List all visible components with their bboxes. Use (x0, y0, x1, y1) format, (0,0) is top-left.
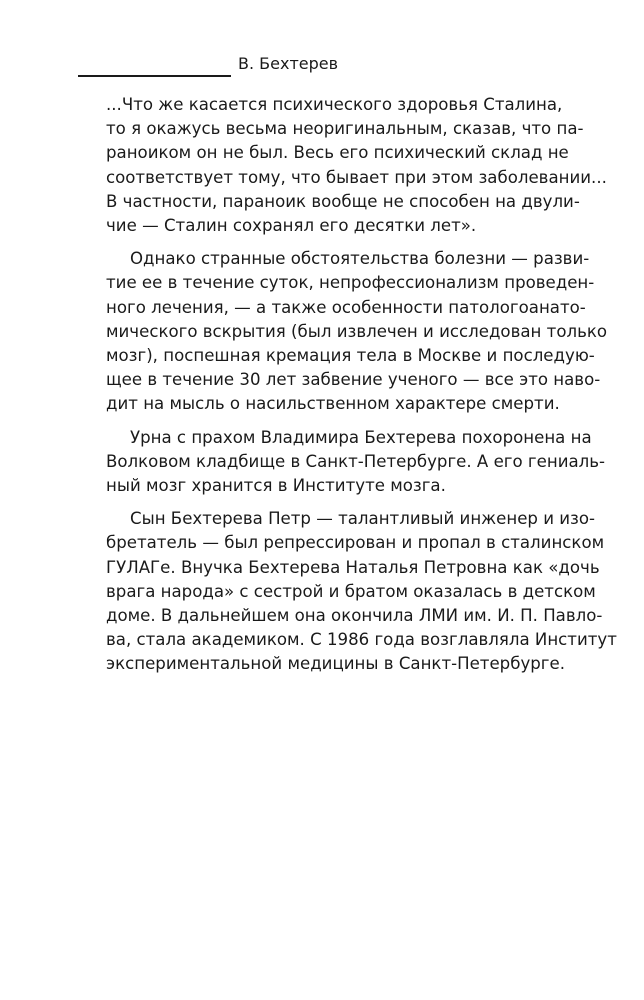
paragraph-3 (106, 426, 606, 499)
text-line: ного лечения, — а также особенности патологоанато- (106, 297, 586, 317)
header-author: В. Бехтерев (238, 54, 339, 73)
text-line: ГУЛАГе. Внучка Бехтерева Наталья Петровна как «дочь (106, 557, 600, 577)
text-line: то я окажусь весьма неоригинальным, сказав, что па- (106, 119, 584, 139)
text-line: Однако странные обстоятельства болезни — разви- (130, 249, 590, 269)
paragraph-2 (106, 247, 608, 416)
text-line: В частности, параноик вообще не способен на двули- (106, 191, 580, 211)
running-header (78, 49, 538, 79)
text-line: мического вскрытия (был извлечен и исследован только (106, 321, 608, 341)
text-line: щее в течение 30 лет забвение ученого — все это наво- (106, 370, 601, 390)
text-line: чие — Сталин сохранял его десятки лет». (106, 216, 477, 236)
text-line: ный мозг хранится в Институте мозга. (106, 476, 446, 496)
text-line: Волковом кладбище в Санкт-Петербурге. А его гениаль- (106, 451, 606, 471)
text-line: мозг), поспешная кремация тела в Москве и последую- (106, 346, 595, 366)
text-body (106, 93, 617, 686)
text-line: ...Что же касается психического здоровья Сталина, (106, 95, 563, 114)
header-rule (78, 75, 231, 77)
text-line: врага народа» с сестрой и братом оказалась в детском (106, 581, 596, 601)
paragraph-1 (106, 93, 607, 238)
text-line: доме. В дальнейшем она окончила ЛМИ им. И. П. Павло- (106, 606, 603, 626)
text-line: Сын Бехтерева Петр — талантливый инженер и изо- (130, 509, 596, 529)
text-line: соответствует тому, что бывает при этом заболевании... (106, 167, 607, 187)
text-line: ва, стала академиком. С 1986 года возглавляла Институт (106, 630, 617, 650)
text-line: раноиком он не был. Весь его психический склад не (106, 143, 569, 163)
text-line: Урна с прахом Владимира Бехтерева похоронена на (130, 427, 592, 447)
text-line: бретатель — был репрессирован и пропал в сталинском (106, 533, 605, 553)
text-line: тие ее в течение суток, непрофессионализм проведен- (106, 273, 595, 293)
text-line: дит на мысль о насильственном характере смерти. (106, 394, 560, 414)
paragraph-4 (106, 507, 617, 676)
text-line: экспериментальной медицины в Санкт-Петербурге. (106, 654, 565, 674)
